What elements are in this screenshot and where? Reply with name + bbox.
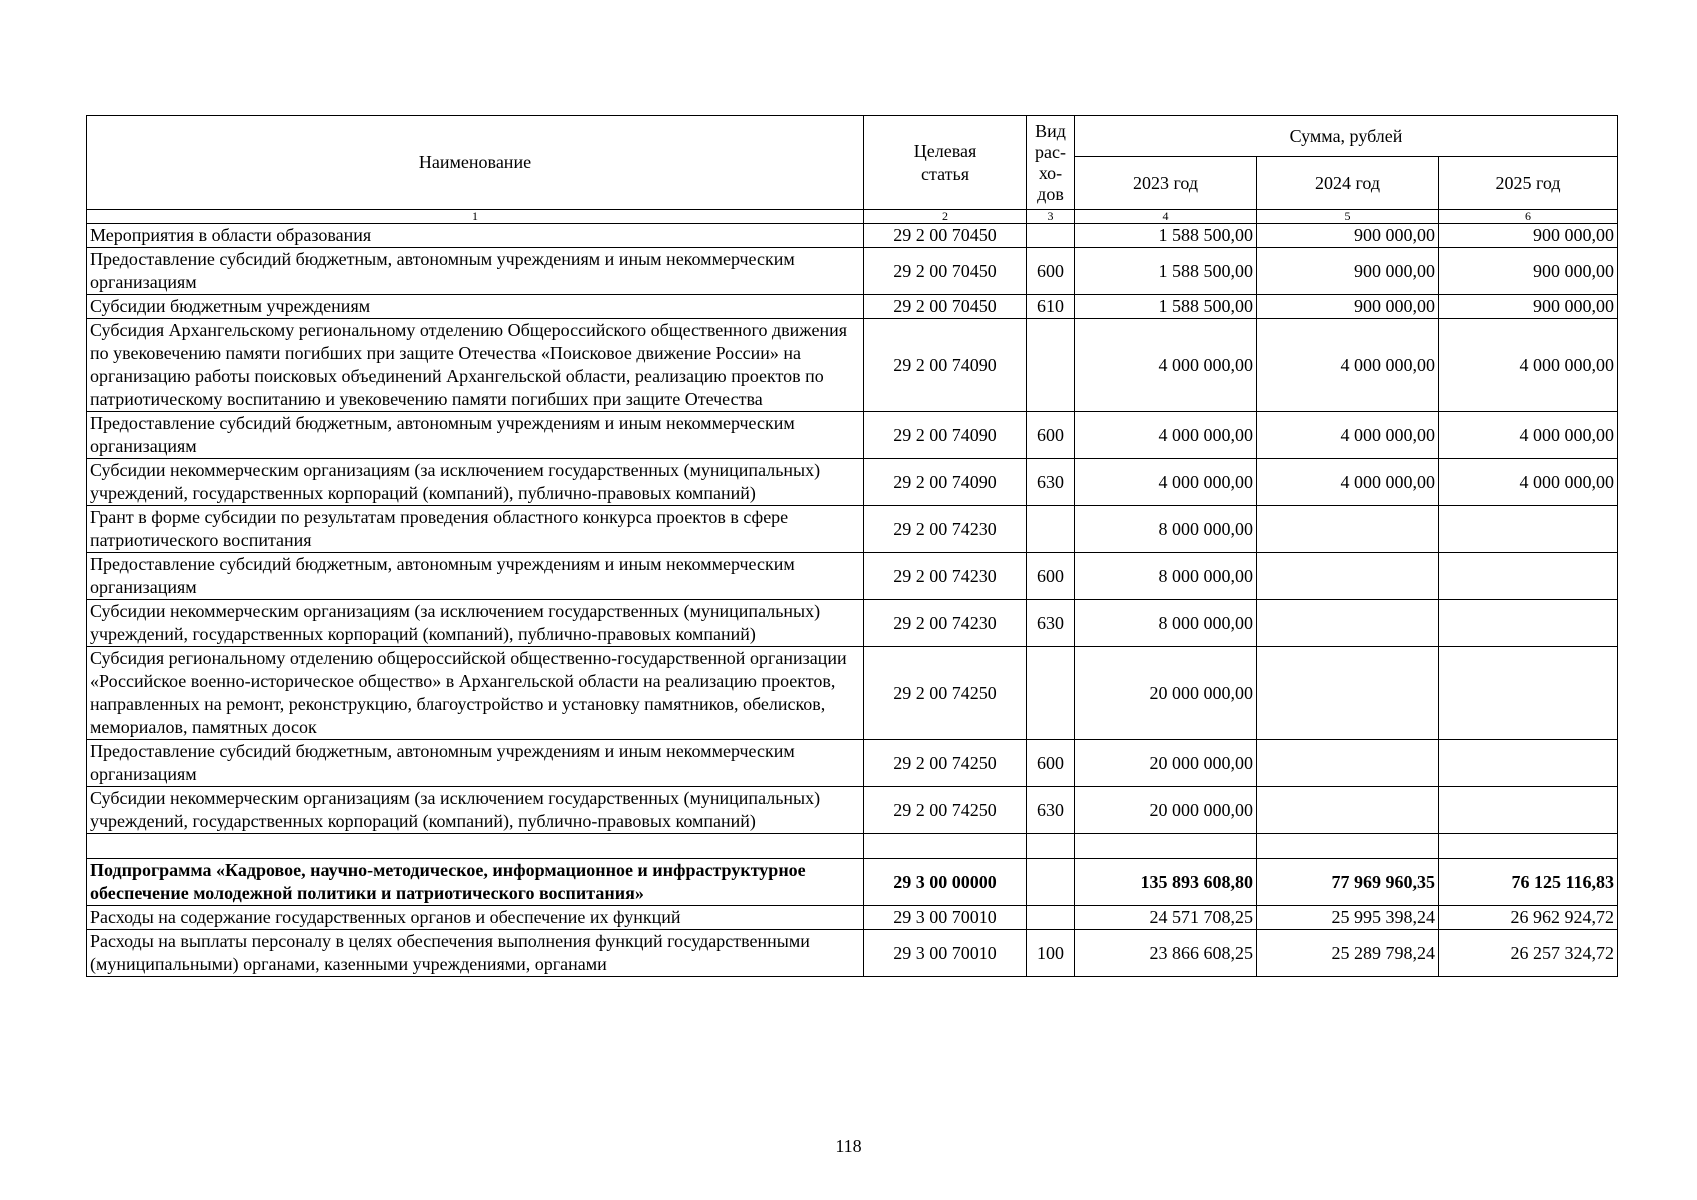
row-target-article-cell: 29 3 00 00000	[864, 859, 1027, 906]
row-amount-2023-cell: 135 893 608,80	[1075, 859, 1257, 906]
row-name-cell: Подпрограмма «Кадровое, научно-методическое, информационное и инфраструктурное обеспечение молодежной политики и патриотического воспитания»	[87, 859, 864, 906]
row-amount-2024-cell: 900 000,00	[1257, 224, 1439, 248]
row-amount-2025-cell	[1439, 506, 1618, 553]
row-amount-2025-cell: 4 000 000,00	[1439, 412, 1618, 459]
row-amount-2025-cell: 4 000 000,00	[1439, 319, 1618, 412]
row-name-cell: Расходы на выплаты персоналу в целях обеспечения выполнения функций государственными (муниципальными) органами, казенными учреждениями, органами	[87, 930, 864, 977]
row-amount-2023-cell: 4 000 000,00	[1075, 412, 1257, 459]
row-amount-2025-cell	[1439, 553, 1618, 600]
header-vid-line2: рас-	[1035, 141, 1066, 162]
row-expense-type-cell: 600	[1027, 553, 1075, 600]
row-expense-type-cell: 600	[1027, 412, 1075, 459]
row-amount-2023-cell: 1 588 500,00	[1075, 295, 1257, 319]
header-vid-line3: хо-	[1038, 162, 1063, 183]
row-target-article-cell: 29 2 00 70450	[864, 248, 1027, 295]
header-name: Наименование	[87, 116, 864, 210]
row-amount-2023-cell: 4 000 000,00	[1075, 459, 1257, 506]
row-target-article-cell: 29 2 00 74230	[864, 553, 1027, 600]
row-expense-type-cell	[1027, 834, 1075, 859]
row-amount-2025-cell	[1439, 787, 1618, 834]
row-expense-type-cell: 630	[1027, 459, 1075, 506]
header-vid-line4: дов	[1037, 183, 1064, 204]
row-name-cell: Предоставление субсидий бюджетным, автономным учреждениям и иным некоммерческим организациям	[87, 412, 864, 459]
row-target-article-cell	[864, 834, 1027, 859]
row-expense-type-cell	[1027, 906, 1075, 930]
row-amount-2023-cell: 8 000 000,00	[1075, 600, 1257, 647]
row-expense-type-cell: 630	[1027, 787, 1075, 834]
header-target-article	[864, 116, 1027, 210]
row-amount-2024-cell	[1257, 787, 1439, 834]
column-number: 6	[1439, 210, 1618, 224]
row-name-cell: Субсидии некоммерческим организациям (за исключением государственных (муниципальных) учреждений, государственных корпораций (компаний), публично-правовых компаний)	[87, 600, 864, 647]
row-amount-2025-cell	[1439, 834, 1618, 859]
row-amount-2024-cell: 25 289 798,24	[1257, 930, 1439, 977]
row-name-cell: Субсидии бюджетным учреждениям	[87, 295, 864, 319]
row-amount-2023-cell: 20 000 000,00	[1075, 647, 1257, 740]
column-number: 4	[1075, 210, 1257, 224]
row-name-cell: Предоставление субсидий бюджетным, автономным учреждениям и иным некоммерческим организациям	[87, 248, 864, 295]
row-target-article-cell: 29 2 00 74250	[864, 647, 1027, 740]
row-amount-2024-cell: 25 995 398,24	[1257, 906, 1439, 930]
row-expense-type-cell	[1027, 506, 1075, 553]
row-amount-2025-cell: 900 000,00	[1439, 248, 1618, 295]
row-amount-2023-cell: 1 588 500,00	[1075, 224, 1257, 248]
row-amount-2023-cell: 1 588 500,00	[1075, 248, 1257, 295]
row-expense-type-cell: 610	[1027, 295, 1075, 319]
row-amount-2024-cell	[1257, 600, 1439, 647]
column-number: 5	[1257, 210, 1439, 224]
row-amount-2024-cell	[1257, 740, 1439, 787]
row-target-article-cell: 29 2 00 74250	[864, 787, 1027, 834]
row-amount-2023-cell: 23 866 608,25	[1075, 930, 1257, 977]
row-expense-type-cell: 100	[1027, 930, 1075, 977]
table-header	[87, 116, 1618, 210]
column-number: 1	[87, 210, 864, 224]
row-name-cell	[87, 834, 864, 859]
row-amount-2025-cell: 26 962 924,72	[1439, 906, 1618, 930]
row-amount-2023-cell: 8 000 000,00	[1075, 553, 1257, 600]
row-target-article-cell: 29 2 00 74090	[864, 459, 1027, 506]
row-target-article-cell: 29 2 00 74090	[864, 412, 1027, 459]
row-amount-2024-cell	[1257, 647, 1439, 740]
row-amount-2023-cell: 20 000 000,00	[1075, 787, 1257, 834]
page-number: 118	[835, 1136, 862, 1156]
row-target-article-cell: 29 2 00 74230	[864, 506, 1027, 553]
table-row	[87, 787, 1618, 834]
table-row	[87, 459, 1618, 506]
header-year-2023: 2023 год	[1075, 157, 1257, 210]
header-target-line1: Целевая	[913, 140, 977, 161]
row-amount-2024-cell: 4 000 000,00	[1257, 319, 1439, 412]
header-year-2024: 2024 год	[1257, 157, 1439, 210]
table-body	[87, 210, 1618, 977]
header-expense-type	[1027, 116, 1075, 210]
row-name-cell: Субсидии некоммерческим организациям (за исключением государственных (муниципальных) учреждений, государственных корпораций (компаний), публично-правовых компаний)	[87, 787, 864, 834]
table-row	[87, 600, 1618, 647]
table-row	[87, 295, 1618, 319]
row-amount-2024-cell: 900 000,00	[1257, 248, 1439, 295]
row-target-article-cell: 29 2 00 70450	[864, 295, 1027, 319]
header-target-line2: статья	[921, 163, 969, 184]
row-expense-type-cell	[1027, 319, 1075, 412]
row-name-cell: Субсидия региональному отделению общероссийской общественно-государственной организации «Российское военно-историческое общество» в Архангельской области на реализацию проектов, направленных на ремонт, реконструкцию, благоустройство и установку памятников, обелисков, мемориалов, памятных досок	[87, 647, 864, 740]
table-row	[87, 834, 1618, 859]
row-amount-2025-cell	[1439, 740, 1618, 787]
table-row	[87, 224, 1618, 248]
row-amount-2024-cell: 77 969 960,35	[1257, 859, 1439, 906]
row-target-article-cell: 29 2 00 74230	[864, 600, 1027, 647]
header-sum: Сумма, рублей	[1075, 116, 1618, 157]
row-amount-2024-cell	[1257, 553, 1439, 600]
row-name-cell: Предоставление субсидий бюджетным, автономным учреждениям и иным некоммерческим организациям	[87, 740, 864, 787]
header-vid-line1: Вид	[1035, 120, 1066, 141]
table-row	[87, 248, 1618, 295]
row-amount-2024-cell	[1257, 834, 1439, 859]
row-amount-2024-cell: 900 000,00	[1257, 295, 1439, 319]
row-name-cell: Субсидия Архангельскому региональному отделению Общероссийского общественного движения по увековечению памяти погибших при защите Отечества «Поисковое движение России» на организацию работы поисковых объединений Архангельской области, реализацию проектов по патриотическому воспитанию и увековечению памяти погибших при защите Отечества	[87, 319, 864, 412]
row-target-article-cell: 29 2 00 74090	[864, 319, 1027, 412]
row-amount-2024-cell: 4 000 000,00	[1257, 459, 1439, 506]
row-expense-type-cell: 600	[1027, 248, 1075, 295]
row-name-cell: Мероприятия в области образования	[87, 224, 864, 248]
row-amount-2025-cell: 900 000,00	[1439, 295, 1618, 319]
row-amount-2024-cell	[1257, 506, 1439, 553]
row-expense-type-cell	[1027, 647, 1075, 740]
row-target-article-cell: 29 2 00 70450	[864, 224, 1027, 248]
row-expense-type-cell	[1027, 224, 1075, 248]
table-row	[87, 506, 1618, 553]
row-amount-2025-cell: 26 257 324,72	[1439, 930, 1618, 977]
row-name-cell: Субсидии некоммерческим организациям (за исключением государственных (муниципальных) учреждений, государственных корпораций (компаний), публично-правовых компаний)	[87, 459, 864, 506]
table-row	[87, 930, 1618, 977]
row-expense-type-cell: 600	[1027, 740, 1075, 787]
table-row	[87, 319, 1618, 412]
table-row	[87, 647, 1618, 740]
table-row	[87, 553, 1618, 600]
table-row	[87, 740, 1618, 787]
row-amount-2023-cell: 8 000 000,00	[1075, 506, 1257, 553]
row-amount-2025-cell	[1439, 647, 1618, 740]
row-target-article-cell: 29 3 00 70010	[864, 930, 1027, 977]
column-number: 2	[864, 210, 1027, 224]
row-amount-2023-cell	[1075, 834, 1257, 859]
row-amount-2023-cell: 4 000 000,00	[1075, 319, 1257, 412]
row-expense-type-cell: 630	[1027, 600, 1075, 647]
row-target-article-cell: 29 2 00 74250	[864, 740, 1027, 787]
table-row	[87, 859, 1618, 906]
column-number-row	[87, 210, 1618, 224]
row-amount-2025-cell: 76 125 116,83	[1439, 859, 1618, 906]
row-name-cell: Предоставление субсидий бюджетным, автономным учреждениям и иным некоммерческим организациям	[87, 553, 864, 600]
table-row	[87, 906, 1618, 930]
budget-table	[86, 115, 1618, 977]
row-expense-type-cell	[1027, 859, 1075, 906]
row-target-article-cell: 29 3 00 70010	[864, 906, 1027, 930]
row-name-cell: Расходы на содержание государственных органов и обеспечение их функций	[87, 906, 864, 930]
row-amount-2025-cell: 4 000 000,00	[1439, 459, 1618, 506]
row-amount-2023-cell: 24 571 708,25	[1075, 906, 1257, 930]
row-amount-2024-cell: 4 000 000,00	[1257, 412, 1439, 459]
column-number: 3	[1027, 210, 1075, 224]
row-amount-2025-cell	[1439, 600, 1618, 647]
header-year-2025: 2025 год	[1439, 157, 1618, 210]
table-row	[87, 412, 1618, 459]
row-name-cell: Грант в форме субсидии по результатам проведения областного конкурса проектов в сфере патриотического воспитания	[87, 506, 864, 553]
row-amount-2023-cell: 20 000 000,00	[1075, 740, 1257, 787]
row-amount-2025-cell: 900 000,00	[1439, 224, 1618, 248]
